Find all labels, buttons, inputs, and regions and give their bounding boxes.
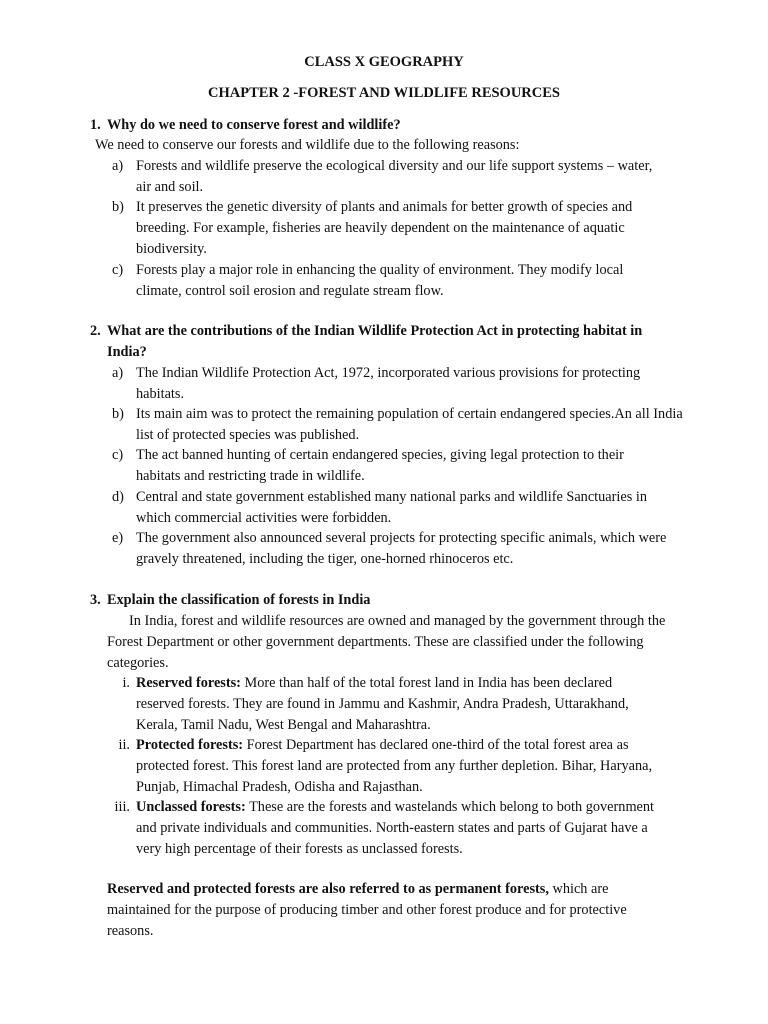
item-marker: b): [112, 406, 124, 422]
item-text: Central and state government established many national parks and wildlife Sanctuaries in which commercial activities were forbidden.: [136, 489, 647, 526]
item-marker: a): [112, 365, 124, 381]
item-marker: a): [112, 158, 124, 174]
question-1-text: Why do we need to conserve forest and wildlife?: [107, 117, 401, 133]
question-3: [90, 590, 690, 611]
closing-text: which are maintained for the purpose of producing timber and other forest produce and for protective reasons.: [107, 881, 627, 939]
item-marker: ii.: [118, 737, 130, 753]
closing-bold-text: Reserved and protected forests are also referred to as permanent forests,: [107, 881, 549, 897]
answer-3-intro: In India, forest and wildlife resources are owned and managed by the government through the Forest Department or other government departments. These are classified under the following categories.: [107, 613, 666, 671]
closing-paragraph: [107, 879, 652, 941]
item-term: Reserved forests:: [136, 675, 241, 691]
item-text: The act banned hunting of certain endangered species, giving legal protection to their habitats and restricting trade in wildlife.: [136, 447, 624, 484]
answer-1-intro: We need to conserve our forests and wildlife due to the following reasons:: [95, 137, 520, 153]
question-1: [90, 115, 690, 136]
item-marker: c): [112, 447, 124, 463]
item-text: Forests and wildlife preserve the ecological diversity and our life support systems – water, air and soil.: [136, 158, 653, 195]
item-term: Unclassed forests:: [136, 799, 246, 815]
item-text: These are the forests and wastelands which belong to both government and private individuals and communities. North-eastern states and parts of Gujarat have a very high percentage of their forests as unclassed forests.: [136, 799, 655, 857]
item-marker: i.: [122, 675, 130, 691]
item-text: Forests play a major role in enhancing the quality of environment. They modify local climate, control soil erosion and regulate stream flow.: [136, 262, 624, 299]
question-2-text: What are the contributions of the Indian Wildlife Protection Act in protecting habitat in India?: [107, 323, 643, 360]
item-text: More than half of the total forest land in India has been declared reserved forests. They are found in Jammu and Kashmir, Andra Pradesh, Uttarakhand, Kerala, Tamil Nadu, West Bengal and Maharashtra.: [136, 675, 629, 733]
item-text: It preserves the genetic diversity of plants and animals for better growth of species and breeding. For example, fisheries are heavily dependent on the maintenance of aquatic biodiversity.: [136, 199, 633, 257]
item-text: The government also announced several projects for protecting specific animals, which were gravely threatened, including the tiger, one-horned rhinoceros etc.: [136, 530, 667, 567]
item-text: The Indian Wildlife Protection Act, 1972, incorporated various provisions for protecting habitats.: [136, 365, 641, 402]
item-marker: e): [112, 530, 124, 546]
item-marker: b): [112, 199, 124, 215]
question-2-number: 2.: [90, 323, 101, 339]
item-marker: iii.: [114, 799, 130, 815]
question-1-number: 1.: [90, 117, 101, 133]
item-marker: d): [112, 489, 124, 505]
item-term: Protected forests:: [136, 737, 244, 753]
chapter-title: CHAPTER 2 -FOREST AND WILDLIFE RESOURCES: [208, 85, 560, 101]
item-text: Forest Department has declared one-third of the total forest area as protected forest. This forest land are protected from any further depletion. Bihar, Haryana, Punjab, Himachal Pradesh, Odisha and Rajasthan.: [136, 737, 653, 795]
question-3-number: 3.: [90, 592, 101, 608]
item-marker: c): [112, 262, 124, 278]
item-text: Its main aim was to protect the remaining population of certain endangered species.An all India list of protected species was published.: [136, 406, 683, 443]
question-2: [90, 321, 680, 363]
class-title: CLASS X GEOGRAPHY: [304, 54, 464, 70]
question-3-text: Explain the classification of forests in India: [107, 592, 371, 608]
